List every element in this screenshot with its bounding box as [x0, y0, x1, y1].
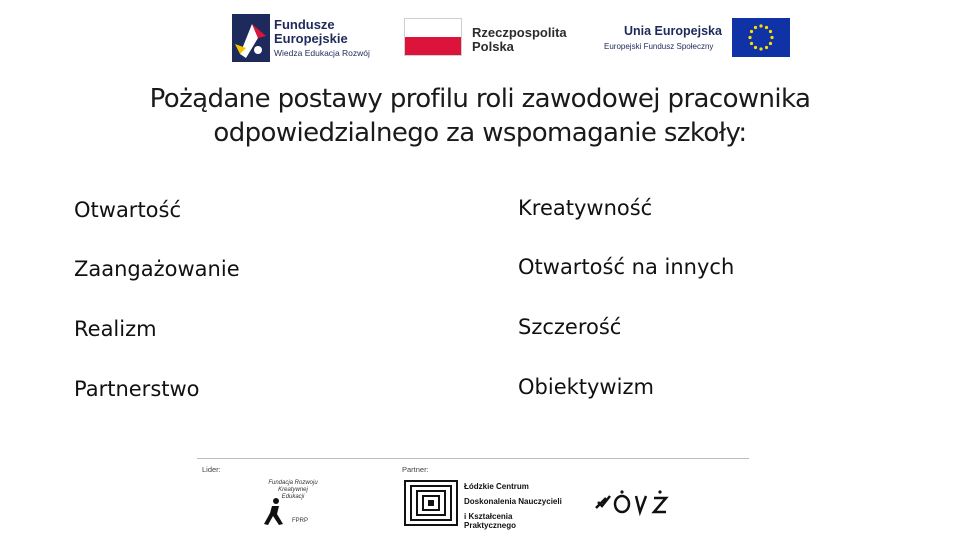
attitude-left-3: Realizm: [74, 317, 157, 341]
unia-line1: Unia Europejska: [624, 24, 722, 38]
fundusze-line2: Europejskie: [274, 31, 348, 46]
attitude-right-2: Otwartość na innych: [518, 255, 735, 279]
attitude-right-1: Kreatywność: [518, 196, 653, 220]
fundusze-line3: Wiedza Edukacja Rozwój: [274, 48, 370, 58]
lodz-city-logo: [592, 484, 672, 520]
fundusze-europejskie-logo: [232, 14, 374, 64]
partner-logo-line3: i Kształcenia Praktycznego: [464, 512, 517, 530]
lider-label: Lider:: [202, 465, 221, 474]
partner-logo-line1: Łódzkie Centrum: [464, 482, 529, 491]
attitude-right-4: Obiektywizm: [518, 375, 654, 399]
running-figure-icon: [262, 498, 286, 526]
partner-logo-line2: Doskonalenia Nauczycieli: [464, 497, 562, 506]
title-line1: Pożądane postawy profilu roli zawodowej pracownika: [149, 84, 811, 114]
polish-flag-icon: [404, 18, 462, 56]
rzeczpospolita-line2: Polska: [472, 39, 514, 54]
attitude-left-4: Partnerstwo: [74, 377, 200, 401]
attitude-left-1: Otwartość: [74, 198, 182, 222]
lider-logo: [258, 476, 328, 528]
lider-logo-abbr: FPRP: [292, 518, 309, 524]
partner-logo: [404, 480, 564, 528]
slide-title: [60, 82, 900, 150]
rzeczpospolita-polska-logo: [404, 18, 576, 58]
concentric-squares-icon: [404, 480, 458, 526]
attitude-right-3: Szczerość: [518, 315, 622, 339]
partner-label: Partner:: [402, 465, 429, 474]
unia-europejska-logo: [600, 18, 790, 60]
eu-flag-icon: [732, 18, 790, 57]
fundusze-star-icon: [232, 14, 270, 62]
unia-line2: Europejski Fundusz Społeczny: [604, 42, 714, 51]
lodz-wordmark-icon: [592, 484, 672, 520]
footer-divider: [197, 458, 749, 459]
title-line2: odpowiedzialnego za wspomaganie szkoły:: [213, 118, 747, 148]
fundusze-line1: Fundusze: [274, 17, 335, 32]
rzeczpospolita-line1: Rzeczpospolita: [472, 25, 567, 40]
attitude-left-2: Zaangażowanie: [74, 257, 240, 281]
lider-logo-text: Fundacja Rozwoju Kreatywnej Edukacji: [268, 480, 318, 500]
